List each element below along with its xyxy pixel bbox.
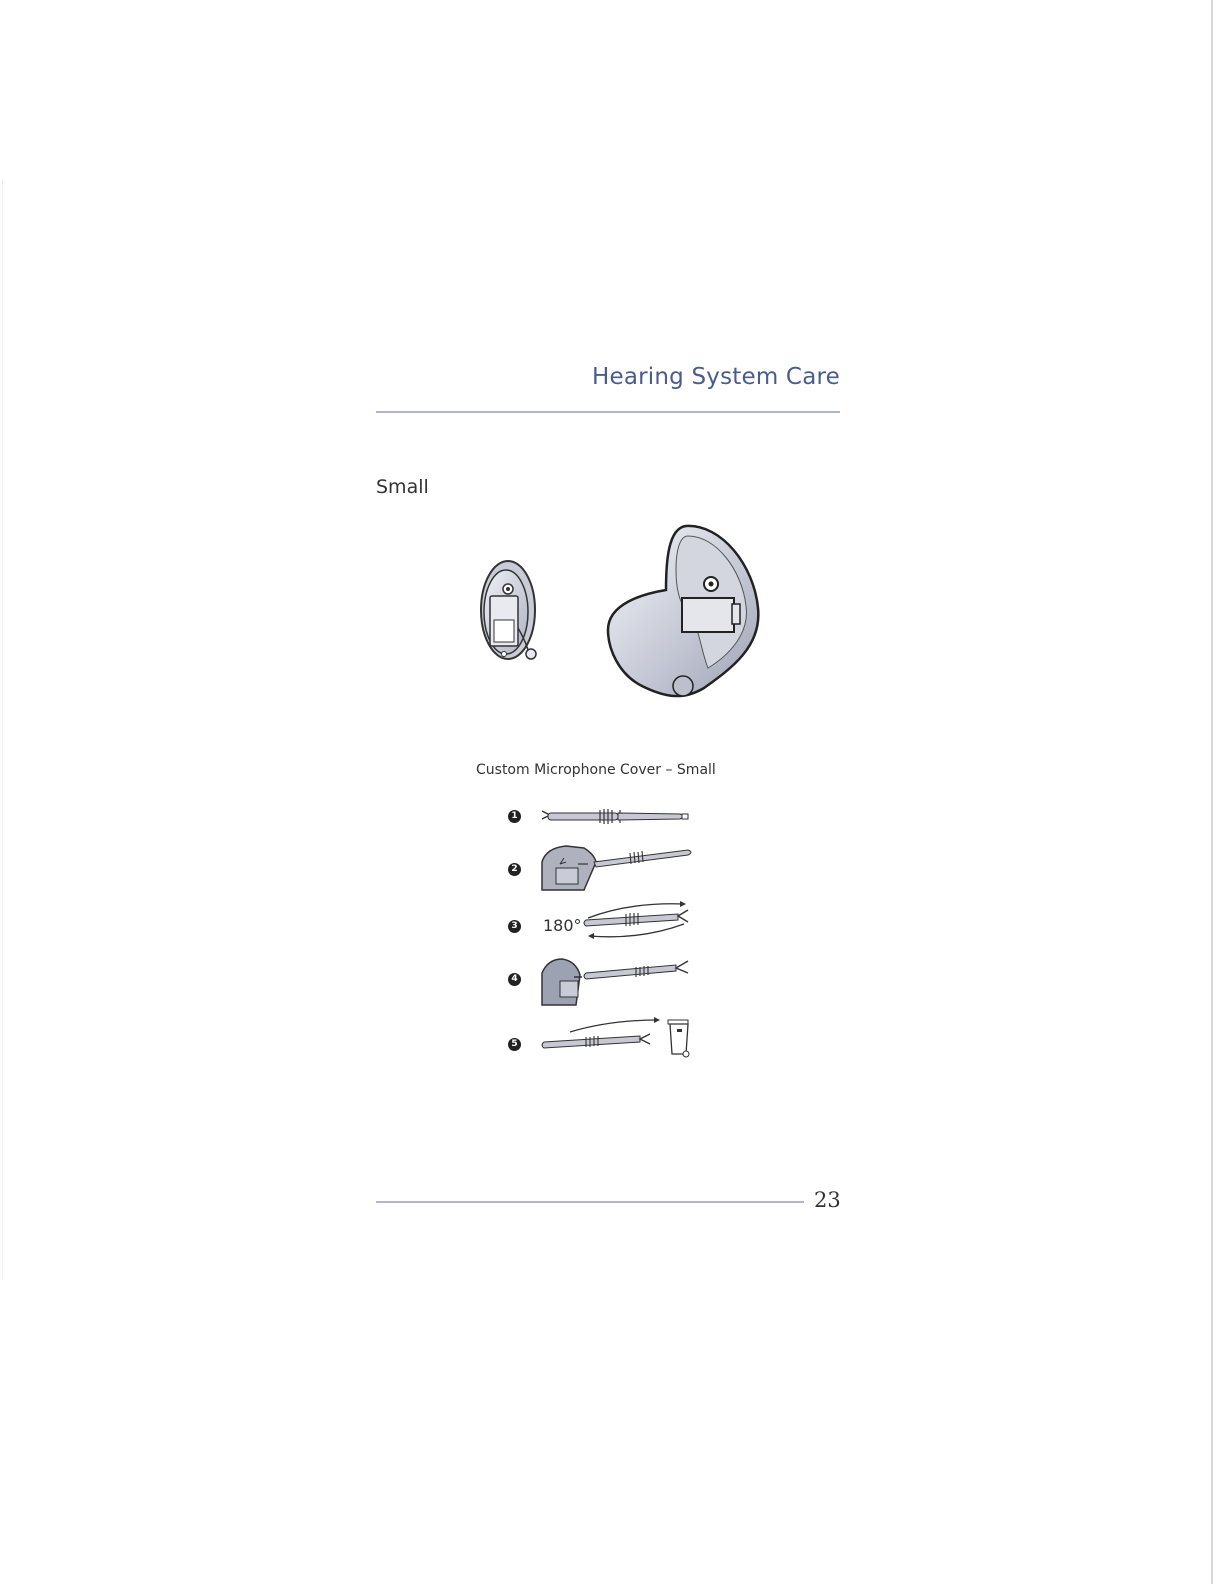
figure-caption: Custom Microphone Cover – Small (476, 762, 716, 778)
hearing-aid-side-illustration (470, 558, 546, 670)
dispose-tool-icon (540, 1010, 700, 1062)
step-1-number: 1 (508, 810, 521, 823)
step-5-number: 5 (508, 1038, 521, 1051)
step-4-number: 4 (508, 973, 521, 986)
rotation-label: 180° (543, 916, 582, 935)
insert-cover-icon (538, 955, 692, 1009)
rotate-tool-icon (580, 900, 692, 942)
remove-cover-icon (538, 840, 692, 896)
step-3-number: 3 (508, 920, 521, 933)
scan-edge-left (2, 180, 3, 1280)
section-label: Small (376, 476, 429, 498)
hearing-aid-front-illustration (604, 518, 766, 704)
page-number: 23 (814, 1188, 841, 1212)
step-2-number: 2 (508, 863, 521, 876)
header-divider (376, 411, 840, 413)
microphone-tool-icon (540, 806, 692, 828)
scan-edge-right (1211, 0, 1213, 1584)
footer-divider (376, 1201, 804, 1203)
page-header-title: Hearing System Care (591, 364, 840, 390)
